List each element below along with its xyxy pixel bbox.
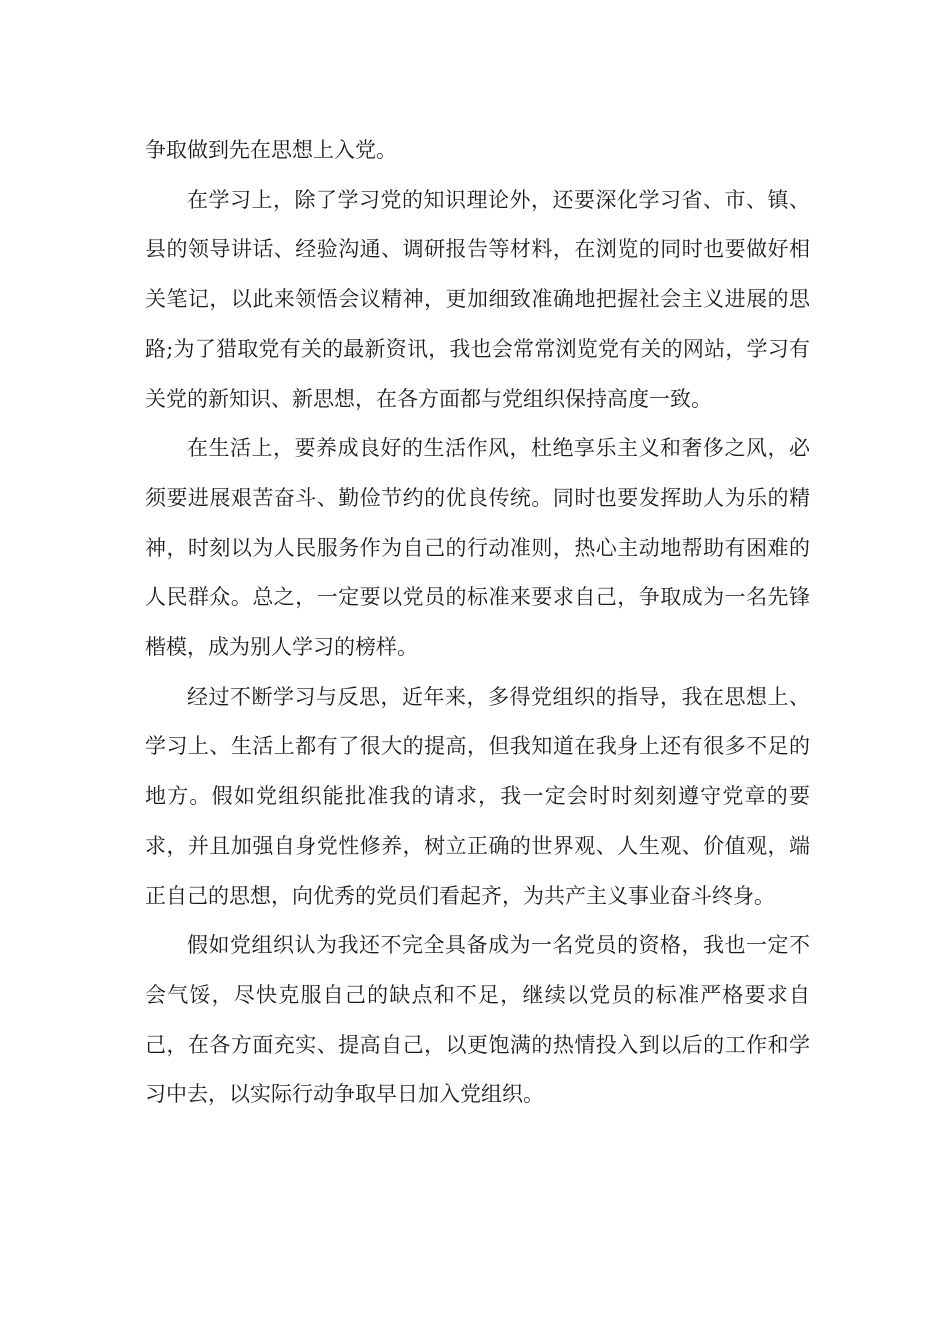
paragraph-study: 在学习上，除了学习党的知识理论外，还要深化学习省、市、镇、县的领导讲话、经验沟通、调研报告等材料，在浏览的同时也要做好相关笔记，以此来领悟会议精神，更加细致准确地把握社会主义进展的思路;为了猎取党有关的最新资讯，我也会常常浏览党有关的网站，学习有关党的新知识、新思想，在各方面都与党组织保持高度一致。 xyxy=(145,187,810,411)
document-body xyxy=(145,126,810,1120)
paragraph-life: 在生活上，要养成良好的生活作风，杜绝享乐主义和奢侈之风，必须要进展艰苦奋斗、勤俭节约的优良传统。同时也要发挥助人为乐的精神，时刻以为人民服务作为自己的行动准则，热心主动地帮助有困难的人民群众。总之，一定要以党员的标准来要求自己，争取成为一名先锋楷模，成为别人学习的榜样。 xyxy=(145,436,810,660)
paragraph-continuation: 争取做到先在思想上入党。 xyxy=(145,138,397,162)
paragraph-resolution: 假如党组织认为我还不完全具备成为一名党员的资格，我也一定不会气馁，尽快克服自己的缺点和不足，继续以党员的标准严格要求自己，在各方面充实、提高自己，以更饱满的热情投入到以后的工作和学习中去，以实际行动争取早日加入党组织。 xyxy=(145,933,810,1107)
paragraph-reflection: 经过不断学习与反思，近年来，多得党组织的指导，我在思想上、学习上、生活上都有了很大的提高，但我知道在我身上还有很多不足的地方。假如党组织能批准我的请求，我一定会时时刻刻遵守党章的要求，并且加强自身党性修养，树立正确的世界观、人生观、价值观，端正自己的思想，向优秀的党员们看起齐，为共产主义事业奋斗终身。 xyxy=(145,684,810,908)
